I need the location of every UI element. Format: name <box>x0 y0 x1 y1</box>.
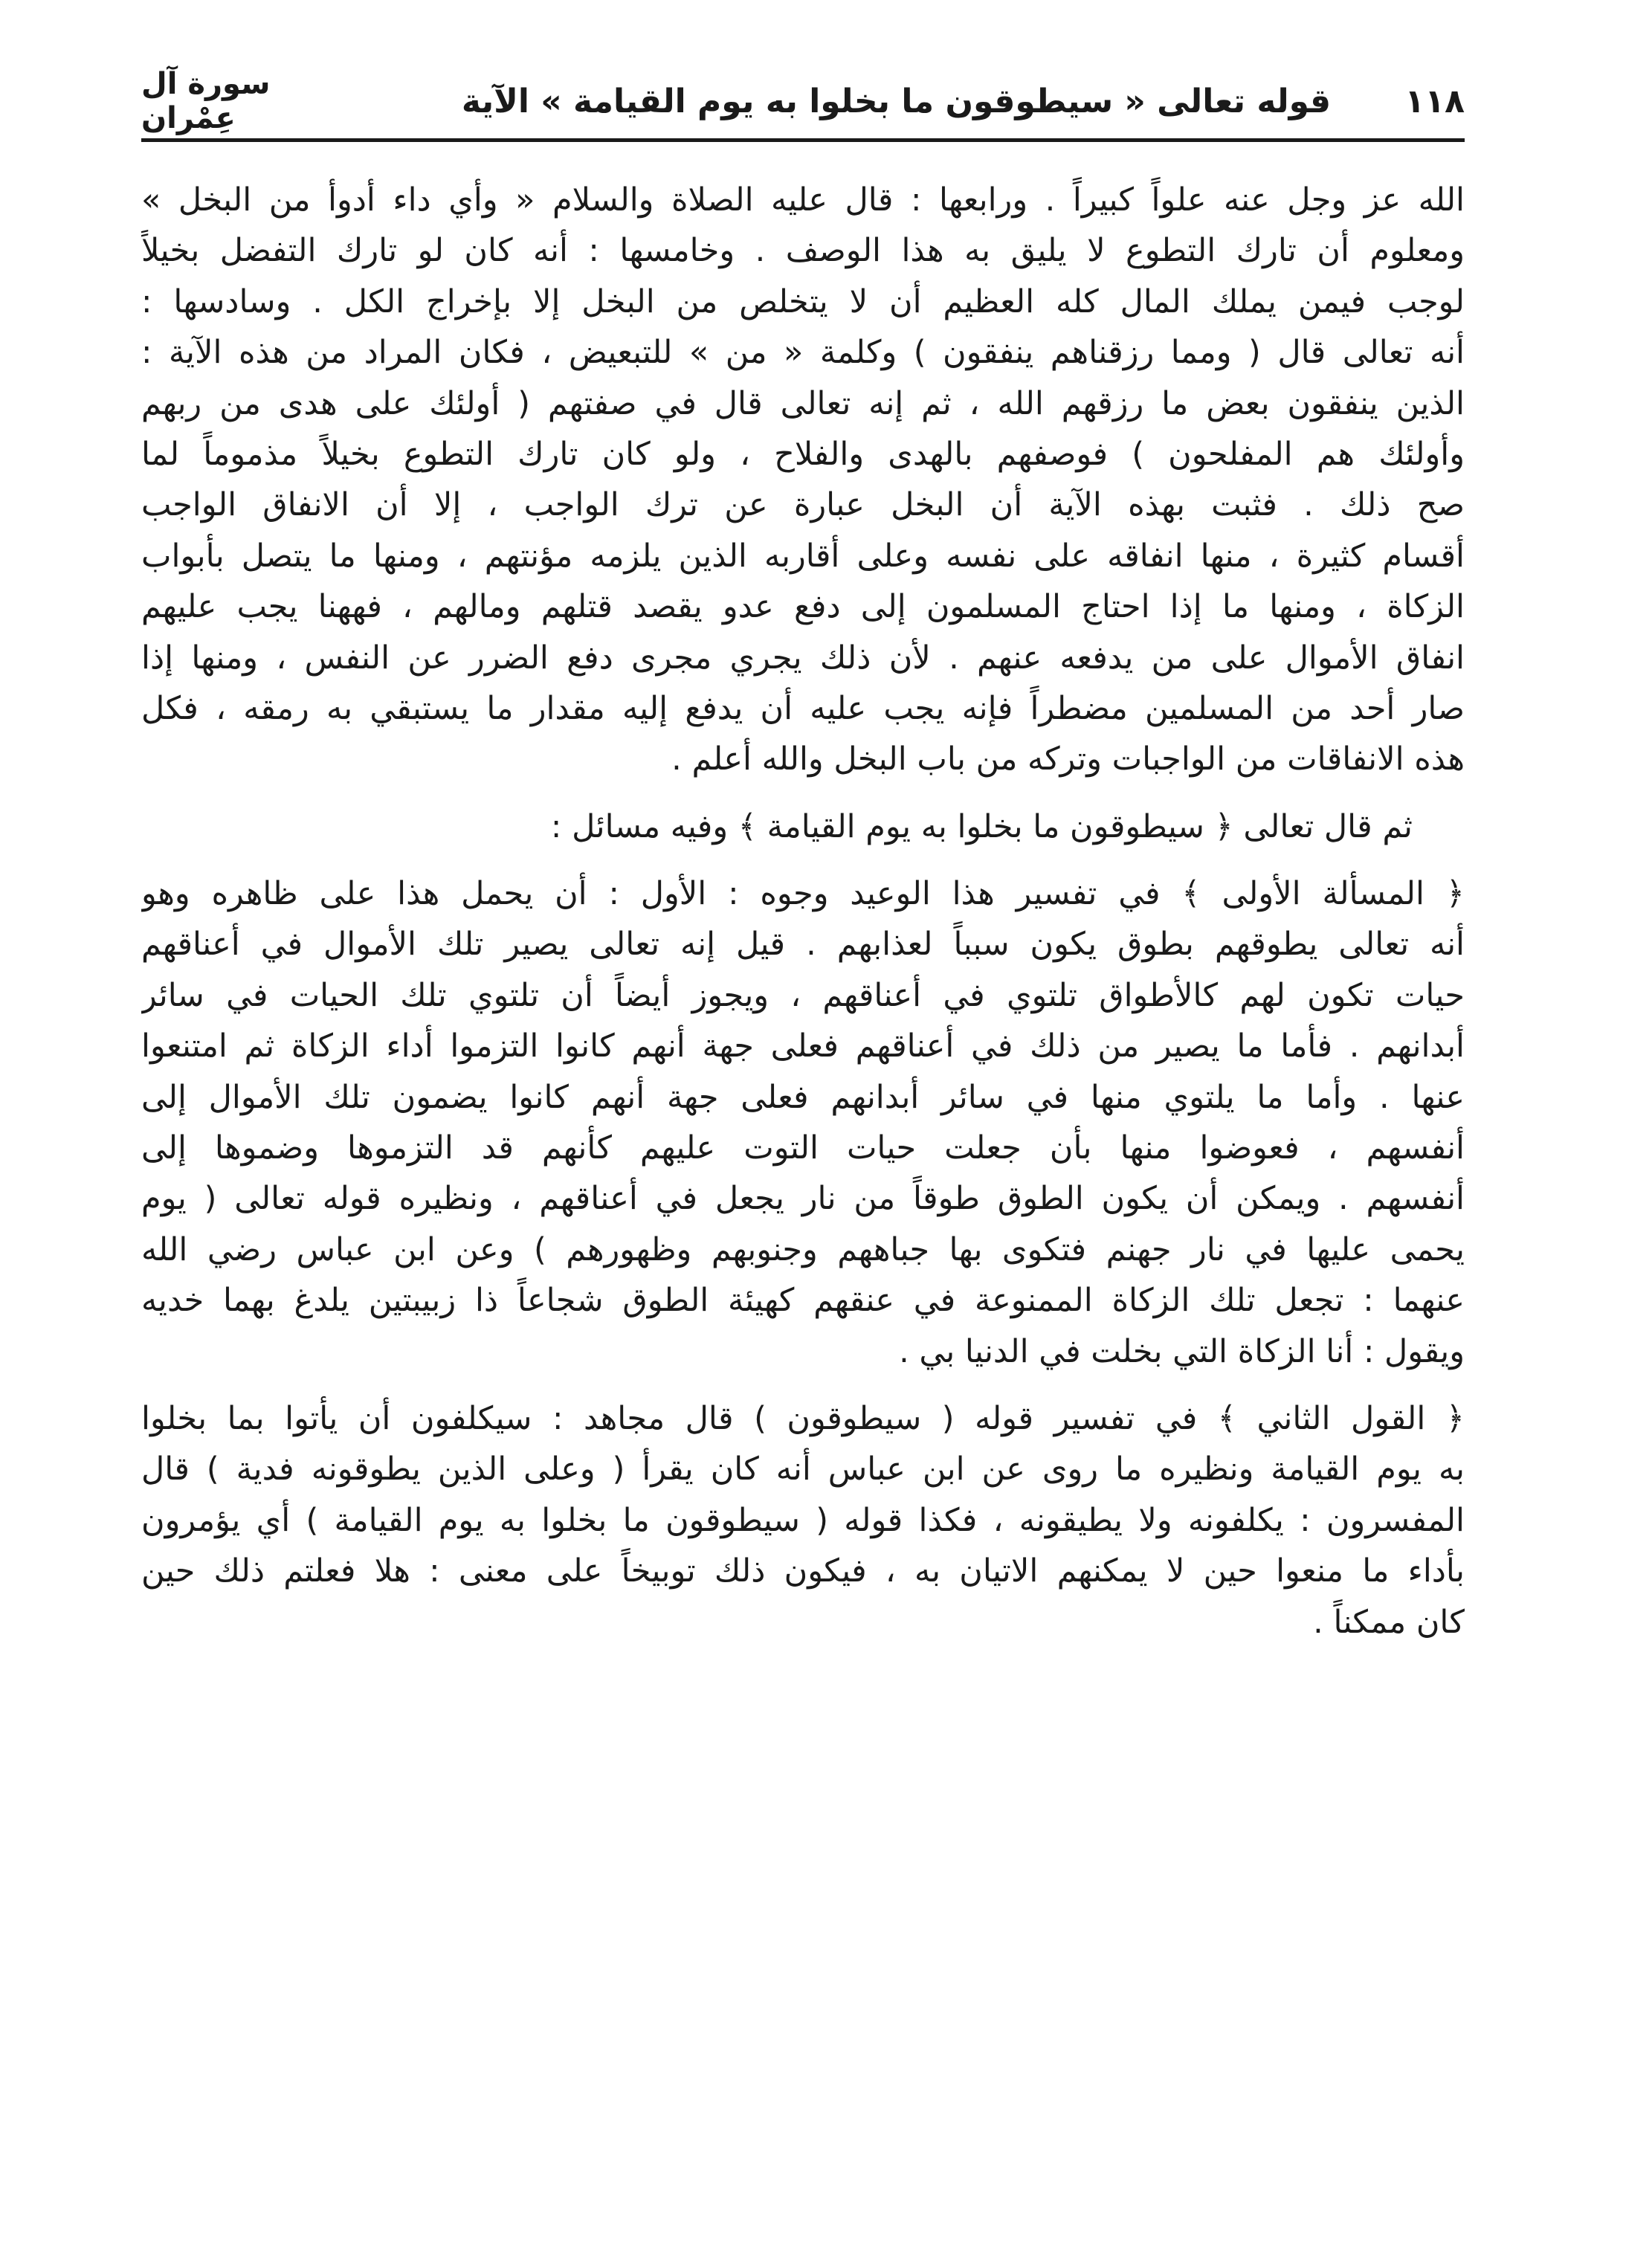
running-title: قوله تعالى « سيطوقون ما بخلوا به يوم القيامة » الآية <box>461 82 1331 120</box>
page <box>141 67 1465 2216</box>
text-line: عنها . وأما ما يلتوي منها في سائر أبدانهم فعلى جهة أنهم كانوا يضمون تلك الأموال إلى <box>141 1078 1465 1116</box>
running-header <box>141 67 1465 135</box>
paragraph <box>141 175 1465 785</box>
paragraph-gap <box>141 785 1465 801</box>
text-line: هذه الانفاقات من الواجبات وتركه من باب البخل والله أعلم . <box>671 741 1465 778</box>
body-text <box>141 175 1465 1648</box>
paragraph-gap <box>141 852 1465 868</box>
text-line: ﴿ القول الثاني ﴾ في تفسير قوله ( سيطوقون ) قال مجاهد : سيكلفون أن يأتوا بما بخلوا <box>141 1399 1465 1437</box>
paragraph <box>141 801 1465 852</box>
text-line: به يوم القيامة ونظيره ما روى عن ابن عباس أنه كان يقرأ ( وعلى الذين يطوقونه فدية ) قال <box>141 1451 1465 1488</box>
page-number: ١١٨ <box>1404 82 1465 120</box>
text-line: الزكاة ، ومنها ما إذا احتاج المسلمون إلى دفع عدو يقصد قتلهم ومالهم ، فههنا يجب عليهم <box>141 588 1465 626</box>
text-line: انفاق الأموال على من يدفعه عنهم . لأن ذلك يجري مجرى دفع الضرر عن النفس ، ومنها إذا <box>141 639 1465 677</box>
text-line: أنفسهم ، فعوضوا منها بأن جعلت حيات التوت عليهم كأنهم قد التزموها وضموها إلى <box>141 1129 1465 1167</box>
text-line: بأداء ما منعوا حين لا يمكنهم الاتيان به ، فيكون ذلك توبيخاً على معنى : هلا فعلتم ذلك حين <box>141 1552 1465 1590</box>
text-line: أنفسهم . ويمكن أن يكون الطوق طوقاً من نار يجعل في أعناقهم ، ونظيره قوله تعالى ( يوم <box>141 1180 1465 1218</box>
text-line: صار أحد من المسلمين مضطراً فإنه يجب عليه أن يدفع إليه مقدار ما يستبقي به رمقه ، فكل <box>141 689 1465 727</box>
text-line: ثم قال تعالى ﴿ سيطوقون ما بخلوا به يوم القيامة ﴾ وفيه مسائل : <box>550 807 1413 845</box>
text-line: وأولئك هم المفلحون ) فوصفهم بالهدى والفلاح ، ولو كان تارك التطوع بخيلاً مذموماً لما <box>141 435 1465 473</box>
text-line: الذين ينفقون بعض ما رزقهم الله ، ثم إنه تعالى قال في صفتهم ( أولئك على هدى من ربهم <box>141 384 1465 422</box>
text-line: يحمى عليها في نار جهنم فتكوى بها جباههم وجنوبهم وظهورهم ) وعن ابن عباس رضي الله <box>141 1230 1465 1268</box>
text-line: أقسام كثيرة ، منها انفاقه على نفسه وعلى أقاربه الذين يلزمه مؤنتهم ، ومنها ما يتصل بأبواب <box>141 537 1465 575</box>
text-line: أنه تعالى قال ( ومما رزقناهم ينفقون ) وكلمة « من » للتبعيض ، فكان المراد من هذه الآية : <box>141 334 1465 372</box>
text-line: صح ذلك . فثبت بهذه الآية أن البخل عبارة عن ترك الواجب ، إلا أن الانفاق الواجب <box>141 486 1465 524</box>
paragraph <box>141 868 1465 1377</box>
paragraph-gap <box>141 1377 1465 1393</box>
text-line: لوجب فيمن يملك المال كله العظيم أن لا يتخلص من البخل إلا بإخراج الكل . وسادسها : <box>141 283 1465 320</box>
text-line: كان ممكناً . <box>1313 1603 1465 1641</box>
text-line: ﴿ المسألة الأولى ﴾ في تفسير هذا الوعيد وجوه : الأول : أن يحمل هذا على ظاهره وهو <box>141 875 1465 913</box>
text-line: حيات تكون لهم كالأطواق تلتوي في أعناقهم ، ويجوز أيضاً أن تلتوي تلك الحيات في سائر <box>141 976 1465 1014</box>
paragraph <box>141 1393 1465 1648</box>
header-rule <box>141 138 1465 142</box>
text-line: ومعلوم أن تارك التطوع لا يليق به هذا الوصف . وخامسها : أنه كان لو تارك التفضل بخيلاً <box>141 232 1465 270</box>
text-line: أنه تعالى يطوقهم بطوق يكون سبباً لعذابهم . قيل إنه تعالى يصير تلك الأموال في أعناقهم <box>141 926 1465 964</box>
text-line: المفسرون : يكلفونه ولا يطيقونه ، فكذا قوله ( سيطوقون ما بخلوا به يوم القيامة ) أي يؤمرون <box>141 1501 1465 1539</box>
text-line: أبدانهم . فأما ما يصير من ذلك في أعناقهم فعلى جهة أنهم كانوا التزموا أداء الزكاة ثم امتنعوا <box>141 1028 1465 1065</box>
text-line: عنهما : تجعل تلك الزكاة الممنوعة في عنقهم كهيئة الطوق شجاعاً ذا زبيبتين يلدغ بهما خديه <box>141 1282 1465 1320</box>
text-line: الله عز وجل عنه علواً كبيراً . ورابعها : قال عليه الصلاة والسلام « وأي داء أدوأ من البخل » <box>141 181 1465 219</box>
text-line: ويقول : أنا الزكاة التي بخلت في الدنيا بي . <box>899 1332 1465 1370</box>
surah-name: سورة آل عِمْران <box>141 67 271 135</box>
